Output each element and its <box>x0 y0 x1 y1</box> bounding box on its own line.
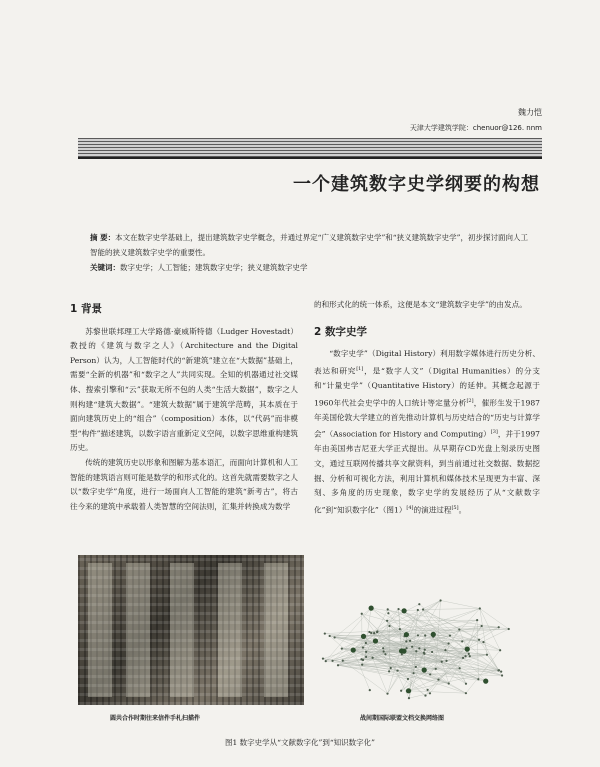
abstract-text: 本文在数字史学基础上，提出建筑数字史学概念，并通过界定“广义建筑数字史学”和“狭义建筑数字史学”，初步探讨面向人工智能的狭义建筑数字史学的重要性。 <box>90 233 528 257</box>
header-rule <box>78 138 542 159</box>
left-column <box>70 300 298 514</box>
network-node <box>501 674 503 676</box>
network-node <box>415 666 417 668</box>
network-node <box>369 606 374 611</box>
network-node <box>409 640 411 642</box>
network-node <box>383 650 385 652</box>
network-node <box>399 628 401 630</box>
network-node <box>462 657 464 659</box>
figure-right-caption: 战间期国际联盟文档交换网络图 <box>360 715 445 722</box>
section-2-heading: 2 数字史学 <box>314 325 367 338</box>
network-node <box>424 649 426 651</box>
section-1-heading: 1 背景 <box>70 303 102 315</box>
network-node <box>369 689 371 691</box>
network-node <box>479 607 481 609</box>
network-node <box>500 671 502 673</box>
network-node <box>373 638 378 643</box>
network-node <box>400 690 402 692</box>
network-node <box>418 603 420 605</box>
network-node <box>362 659 364 661</box>
s2-text-c: ，催形生发于1987年美国伦敦大学建立的首先推动计算机与历史结合的“历史与计算学会”（Association for History and Computing） <box>314 398 541 439</box>
network-node <box>388 670 390 672</box>
figure-left-caption: 圆共合作时期往来信件手札扫描件 <box>110 715 201 722</box>
network-node <box>422 608 424 610</box>
citation-3: [3] <box>490 429 498 436</box>
network-node <box>415 650 417 652</box>
network-node <box>341 648 343 650</box>
network-node <box>448 642 450 644</box>
abstract <box>90 230 534 275</box>
network-node <box>384 653 386 655</box>
manuscript-scan-image <box>78 555 304 705</box>
network-node <box>498 669 500 671</box>
network-node <box>478 639 480 641</box>
network-node <box>417 609 419 611</box>
s2-text-e: 的演进过程 <box>413 505 452 515</box>
network-node <box>386 693 388 695</box>
network-node <box>444 649 446 651</box>
network-node <box>417 634 419 636</box>
network-node <box>362 646 364 648</box>
network-node <box>449 634 451 636</box>
network-node <box>351 647 356 652</box>
network-node <box>477 678 479 680</box>
network-node <box>427 689 429 691</box>
network-node <box>401 649 406 654</box>
network-node <box>388 625 390 627</box>
network-node <box>423 651 425 653</box>
s2-text-f: 。 <box>458 505 467 515</box>
abstract-label: 摘 要： <box>90 233 116 242</box>
network-node <box>333 636 335 638</box>
network-node <box>365 651 367 653</box>
network-node <box>461 640 463 642</box>
manuscript-page <box>126 563 150 697</box>
manuscript-page <box>170 563 194 697</box>
manuscript-page <box>264 563 288 697</box>
network-node <box>476 619 478 621</box>
network-node <box>424 694 426 696</box>
network-node <box>405 647 407 649</box>
section-1-paragraph-1: 苏黎世联邦理工大学路德·豪威斯特德（Ludger Hovestadt）教授的《建筑与数字之人》（Architecture and the Digital Person）认为，人工智能时代的“新建筑”建立在“大数据”基础上，需要“全新的机器”和“数字之人”共同实现。全知的机器通过社交媒体、搜索引擎和“云”获取无所不包的人类“生活大数据”，数字之人则构建“建筑大数据”。“建筑大数据”属于建筑学范畴，其本质在于面向建筑历史上的“组合”（composition）本体，以“代码”而非模型“构件”描述建筑，以数字语言重新定义空间，以数字思维重构建筑历史。 <box>70 326 298 453</box>
citation-5: [5] <box>451 504 459 511</box>
network-node <box>459 667 461 669</box>
network-node <box>437 679 439 681</box>
keywords-text: 数字史学；人工智能；建筑数字史学；狭义建筑数字史学 <box>120 263 308 272</box>
network-node <box>406 688 411 693</box>
network-node <box>331 660 333 662</box>
s2-text-b: ，是“数字人文”（Digital Humanities）的分支和“计量史学”（Quantitative History）的延伸。其概念起源于1960年代社会史学中的人口统计等定量分析 <box>314 366 540 408</box>
network-node <box>418 647 420 649</box>
network-node <box>465 647 470 652</box>
keywords-label: 关键词： <box>90 263 120 272</box>
network-node <box>361 664 363 666</box>
network-node <box>322 658 324 660</box>
network-node <box>422 667 427 672</box>
network-node <box>458 628 460 630</box>
network-node <box>408 697 410 699</box>
network-node <box>337 664 339 666</box>
network-node <box>390 667 392 669</box>
network-node <box>411 646 413 648</box>
manuscript-page <box>218 563 242 697</box>
network-node <box>325 660 327 662</box>
network-node <box>441 661 443 663</box>
network-node <box>324 632 326 634</box>
citation-4: [4] <box>406 504 414 511</box>
network-node <box>365 642 367 644</box>
network-node <box>486 654 488 656</box>
network-node <box>435 668 437 670</box>
author-name: 魏力恺 <box>518 108 542 117</box>
citation-2: [2] <box>466 397 474 404</box>
network-node <box>431 651 433 653</box>
network-node <box>429 692 431 694</box>
network-node <box>412 672 414 674</box>
network-node <box>401 653 403 655</box>
network-node <box>329 635 331 637</box>
network-node <box>464 655 466 657</box>
network-node <box>468 653 470 655</box>
network-node <box>402 608 407 613</box>
network-node <box>448 682 450 684</box>
network-node <box>469 655 471 657</box>
figure-caption: 图1 数字史学从“文献数字化”到“知识数字化” <box>225 738 375 747</box>
author-affiliation: 天津大学建筑学院：chenuor@126. nnm <box>409 124 542 132</box>
abstract-body <box>90 230 534 260</box>
network-node <box>481 625 483 627</box>
network-node <box>498 626 500 628</box>
network-node <box>431 632 436 637</box>
section-1-paragraph-2: 传统的建筑历史以形象和图解为基本语汇，而面向计算机和人工智能的建筑语言则可能是数学的和形式化的。这首先就需要数字之人以“数字史学”角度，进行一场面向人工智能的建筑“新考古”，将古往今来的建筑中承载着人类智慧的空间法则，汇集并转换成为数学 <box>70 457 298 511</box>
s2-text-d: ，并于1997年由美国弗吉尼亚大学正式提出。从早期存CD光盘上刻录历史图文，通过互联网传播共享文献资料，到当前通过社交数据、数据挖掘、分析和可视化方法，利用计算机和媒体技术呈现更为丰富、深刻、多角度的历史现象，数字史学的发展经历了从“文献数字化”到“知识数字化”（图1） <box>314 429 541 515</box>
network-node <box>387 608 389 610</box>
network-node <box>368 631 370 633</box>
network-node <box>361 613 363 615</box>
s2-text-a: “数字史学”（Digital History）利用数字媒体进行历史分析、表达和研究 <box>314 349 540 376</box>
network-node <box>342 660 344 662</box>
network-node <box>439 599 441 601</box>
network-node <box>373 632 375 634</box>
network-node <box>482 641 484 643</box>
network-node <box>407 678 409 680</box>
network-node <box>508 628 510 630</box>
network-node <box>397 608 399 610</box>
section-2-paragraph-1 <box>314 347 540 518</box>
network-node <box>499 649 501 651</box>
network-node <box>376 631 378 633</box>
keywords <box>90 260 534 275</box>
network-node <box>404 632 409 637</box>
paper-title: 一个建筑数字史学纲要的构想 <box>293 174 540 195</box>
network-node <box>445 660 447 662</box>
network-node <box>483 679 488 684</box>
network-node <box>361 634 366 639</box>
network-node <box>465 683 467 685</box>
right-column <box>314 298 540 518</box>
section-1-continuation: 的和形式化的统一体系，这便是本文“建筑数字史学”的由发点。 <box>314 300 527 309</box>
manuscript-page <box>88 563 112 697</box>
network-node <box>396 670 398 672</box>
network-node <box>429 673 431 675</box>
citation-1: [1] <box>356 365 364 372</box>
network-node <box>465 692 467 694</box>
network-node <box>387 612 389 614</box>
network-graph-image <box>304 590 534 704</box>
network-node <box>382 647 384 649</box>
network-node <box>424 634 426 636</box>
network-node <box>405 640 407 642</box>
network-node <box>386 620 388 622</box>
network-node <box>372 657 374 659</box>
network-node <box>365 656 367 658</box>
